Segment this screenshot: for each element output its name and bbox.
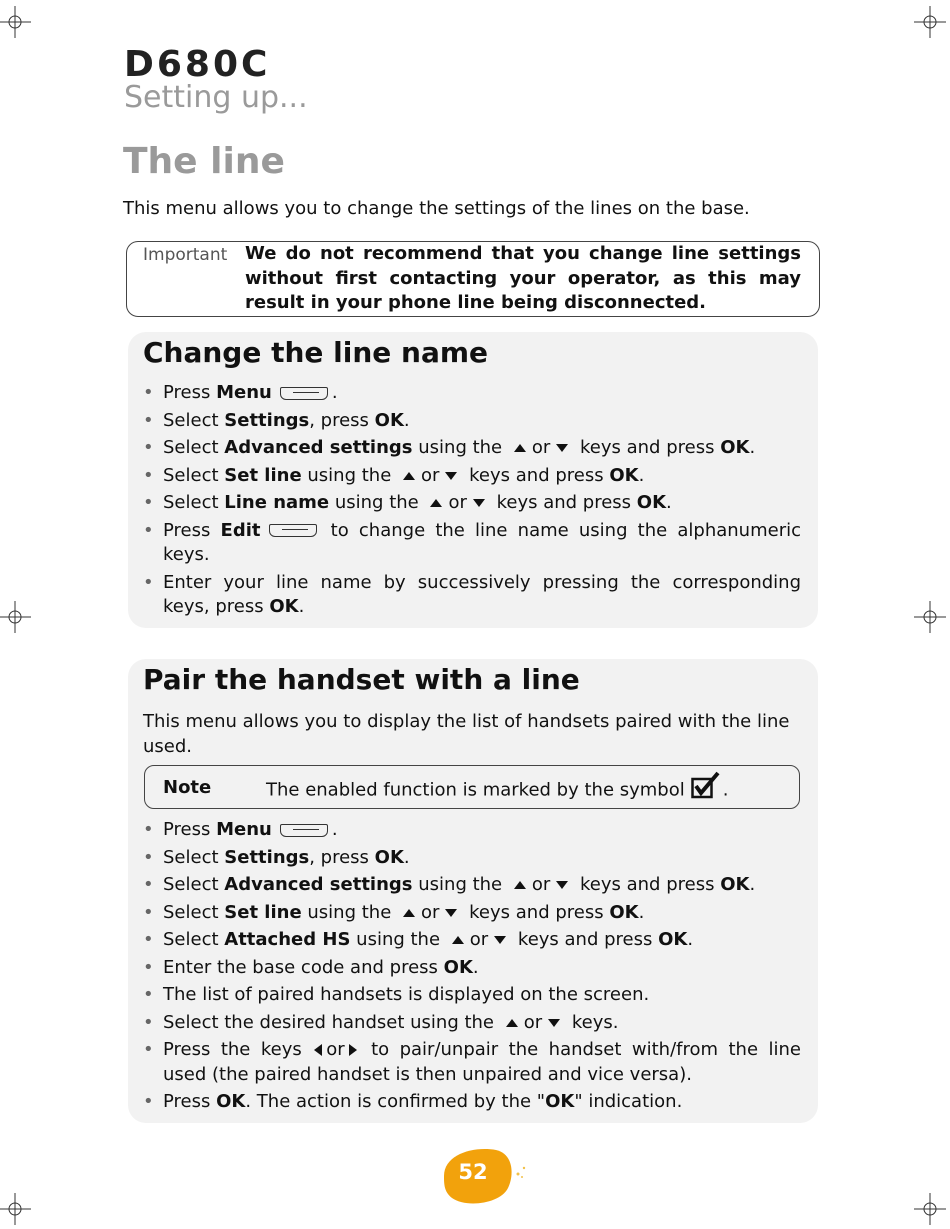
arrow-up-icon bbox=[452, 936, 464, 944]
arrow-down-icon bbox=[548, 1019, 560, 1027]
arrow-down-icon bbox=[556, 444, 568, 452]
list-item: • Select Advanced settings using the or keys and press OK. bbox=[143, 873, 801, 898]
arrow-left-icon bbox=[314, 1044, 322, 1056]
arrow-up-icon bbox=[514, 881, 526, 889]
list-item: • Select Settings, press OK. bbox=[143, 409, 801, 434]
menu-softkey-icon bbox=[280, 387, 328, 400]
model-name: D680C bbox=[124, 44, 271, 85]
checkbox-checked-icon bbox=[691, 771, 721, 804]
list-item: • Select Set line using the or keys and press OK. bbox=[143, 901, 801, 926]
arrow-up-icon bbox=[506, 1019, 518, 1027]
list-item: • The list of paired handsets is displayed on the screen. bbox=[143, 983, 801, 1008]
edit-softkey-icon bbox=[269, 524, 317, 537]
arrow-up-icon bbox=[430, 499, 442, 507]
crop-mark-icon bbox=[0, 2, 35, 42]
important-text: We do not recommend that you change line settings without first contacting your operator, as this may result in your phone line being disconnected. bbox=[245, 243, 801, 313]
list-item: • Press Menu . bbox=[143, 818, 801, 843]
note-box bbox=[144, 765, 800, 809]
list-item: • Select Set line using the or keys and press OK. bbox=[143, 464, 801, 489]
intro-text: This menu allows you to change the settings of the lines on the base. bbox=[123, 198, 750, 219]
important-box bbox=[126, 241, 820, 317]
list-item: • Select Settings, press OK. bbox=[143, 846, 801, 871]
crop-mark-icon bbox=[0, 597, 35, 637]
change-line-name-title: Change the line name bbox=[143, 336, 489, 369]
arrow-down-icon bbox=[556, 881, 568, 889]
list-item: • Select Attached HS using the or keys and press OK. bbox=[143, 928, 801, 953]
arrow-right-icon bbox=[349, 1044, 357, 1056]
arrow-down-icon bbox=[473, 499, 485, 507]
arrow-up-icon bbox=[514, 444, 526, 452]
list-item: • Press OK. The action is confirmed by the "OK" indication. bbox=[143, 1090, 801, 1115]
note-text: The enabled function is marked by the symbol . bbox=[266, 777, 728, 804]
list-item: • Select Advanced settings using the or keys and press OK. bbox=[143, 436, 801, 461]
arrow-up-icon bbox=[403, 909, 415, 917]
list-item: • Enter your line name by successively pressing the corresponding keys, press OK. bbox=[143, 571, 801, 620]
pair-handset-title: Pair the handset with a line bbox=[143, 663, 580, 696]
important-label: Important bbox=[143, 245, 228, 265]
list-item: • Press the keys or to pair/unpair the handset with/from the line used (the paired handset is then unpaired and vice versa). bbox=[143, 1038, 801, 1087]
pair-handset-steps bbox=[143, 818, 801, 1118]
change-line-name-panel bbox=[128, 332, 818, 628]
crop-mark-icon bbox=[910, 1189, 950, 1229]
arrow-up-icon bbox=[403, 472, 415, 480]
section-title: Setting up... bbox=[124, 80, 308, 115]
page-number: 52 bbox=[458, 1160, 488, 1184]
arrow-down-icon bbox=[445, 472, 457, 480]
crop-mark-icon bbox=[910, 597, 950, 637]
page-title: The line bbox=[123, 141, 285, 182]
list-item: • Select the desired handset using the or keys. bbox=[143, 1011, 801, 1036]
list-item: • Press Menu . bbox=[143, 381, 801, 406]
arrow-down-icon bbox=[445, 909, 457, 917]
crop-mark-icon bbox=[910, 2, 950, 42]
list-item: • Select Line name using the or keys and press OK. bbox=[143, 491, 801, 516]
list-item: • Enter the base code and press OK. bbox=[143, 956, 801, 981]
crop-mark-icon bbox=[0, 1189, 35, 1229]
note-label: Note bbox=[163, 777, 212, 798]
menu-softkey-icon bbox=[280, 824, 328, 837]
arrow-down-icon bbox=[494, 936, 506, 944]
list-item: • Press Edit to change the line name using the alphanumeric keys. bbox=[143, 519, 801, 568]
pair-handset-panel bbox=[128, 659, 818, 1123]
pair-handset-description: This menu allows you to display the list of handsets paired with the line used. bbox=[143, 711, 790, 757]
change-line-name-steps bbox=[143, 381, 801, 623]
